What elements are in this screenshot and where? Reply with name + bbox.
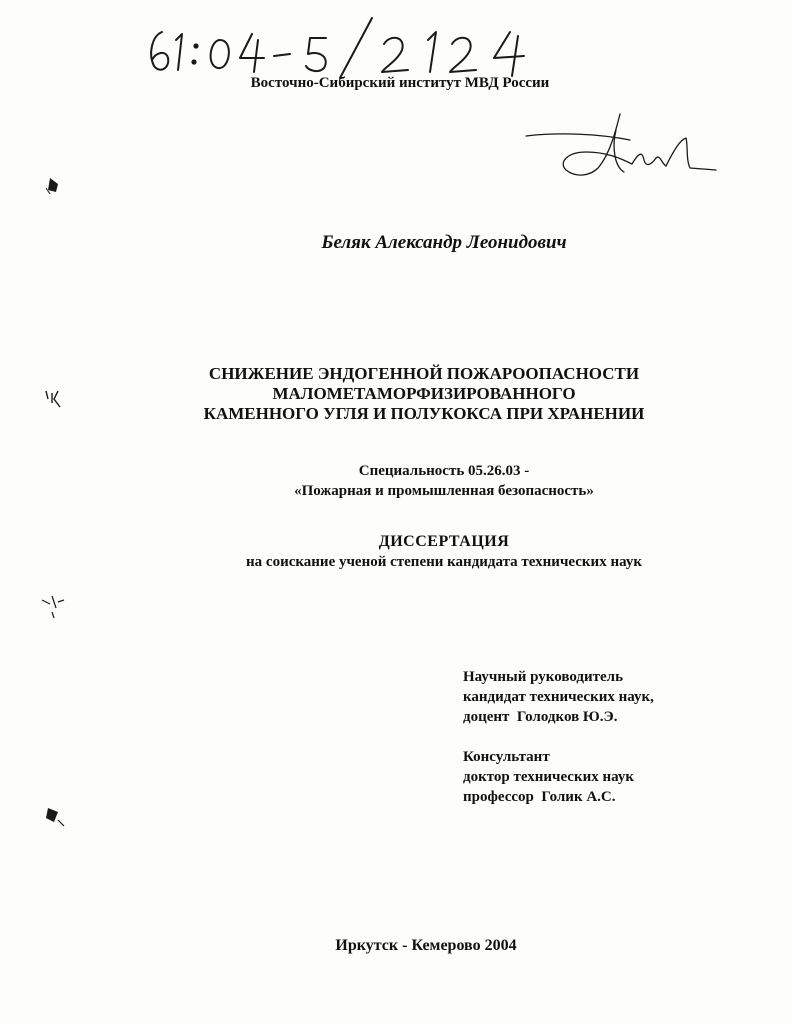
thesis-title-line-1: СНИЖЕНИЕ ЭНДОГЕННОЙ ПОЖАРООПАСНОСТИ	[208, 364, 640, 383]
margin-mark	[40, 800, 70, 830]
consultant-name: профессор Голик А.С.	[463, 789, 616, 805]
specialty-name: «Пожарная и промышленная безопасность»	[294, 483, 594, 499]
author-name: Беляк Александр Леонидович	[321, 232, 567, 253]
thesis-title-line-2: МАЛОМЕТАМОРФИЗИРОВАННОГО	[272, 384, 576, 403]
margin-mark	[38, 590, 72, 624]
handwritten-catalog-code	[140, 10, 580, 80]
consultant-degree: доктор технических наук	[463, 769, 635, 785]
advisor-role: Научный руководитель	[463, 669, 623, 685]
specialty-code: Специальность 05.26.03 -	[358, 463, 530, 479]
thesis-title-line-3: КАМЕННОГО УГЛЯ И ПОЛУКОКСА ПРИ ХРАНЕНИИ	[203, 404, 645, 423]
advisor-name: доцент Голодков Ю.Э.	[463, 709, 618, 725]
margin-mark	[40, 170, 70, 200]
institute-name: Восточно-Сибирский институт МВД России	[250, 75, 550, 91]
handwritten-signature	[520, 110, 720, 190]
city-year: Иркутск - Кемерово 2004	[335, 937, 517, 954]
consultant-block	[463, 747, 634, 807]
advisor-degree: кандидат технических наук,	[463, 689, 654, 705]
dissertation-heading: ДИССЕРТАЦИЯ	[378, 533, 510, 550]
consultant-role: Консультант	[463, 749, 550, 765]
advisor-block	[463, 667, 654, 727]
dissertation-subtitle: на соискание ученой степени кандидата технических наук	[246, 554, 642, 570]
